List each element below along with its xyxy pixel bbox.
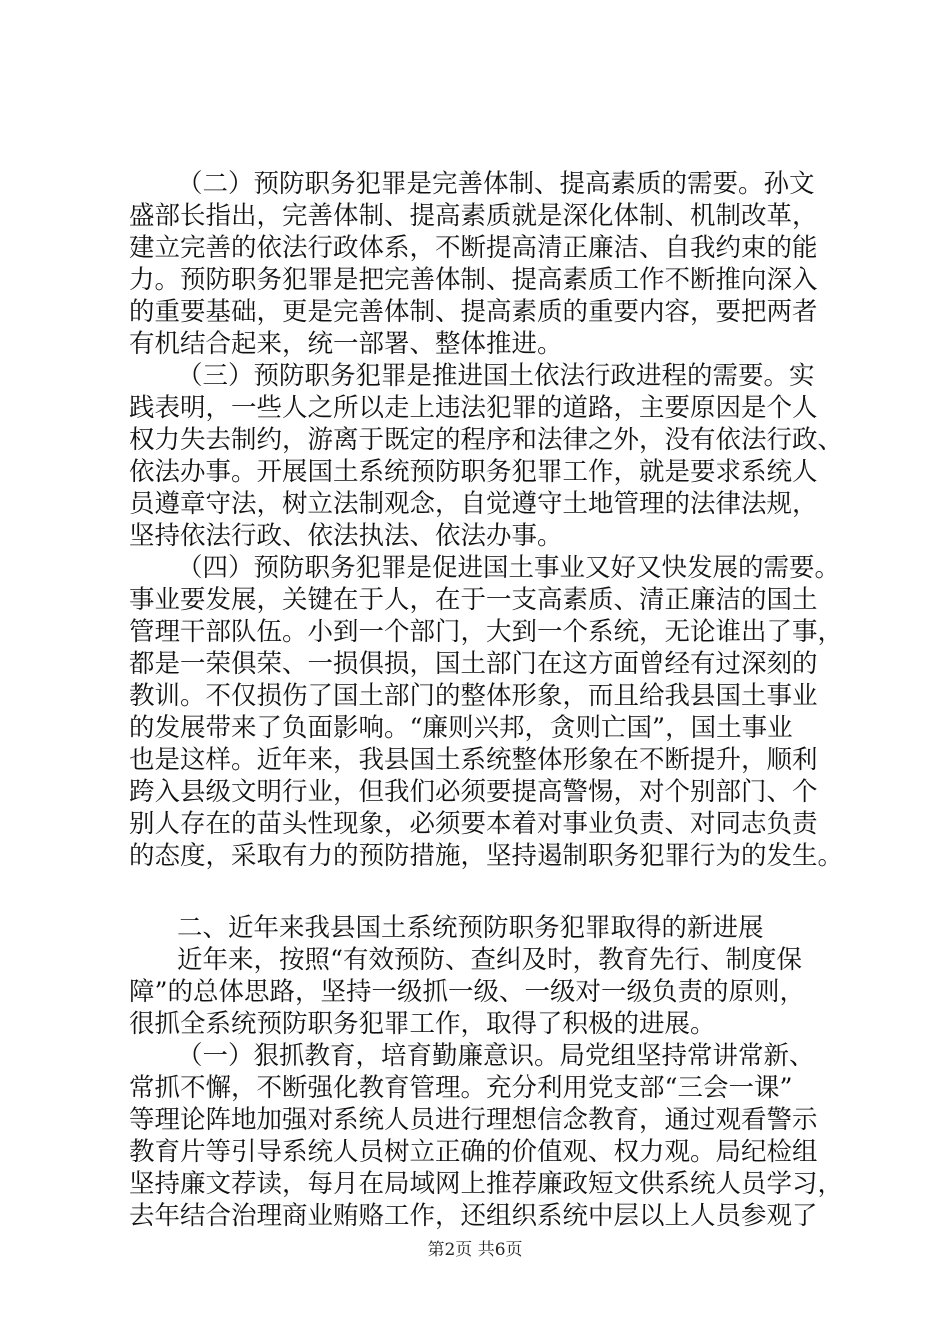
paragraph-6 [129, 1040, 844, 1232]
text-line: （三）预防职务犯罪是推进国土依法行政进程的需要。实 [177, 361, 815, 391]
text-line: 都是一荣俱荣、一损俱损，国土部门在这方面曾经有过深刻的 [129, 649, 818, 679]
text-line: 管理干部队伍。小到一个部门，大到一个系统，无论谁出了事， [129, 617, 844, 647]
text-line: 的态度，采取有力的预防措施，坚持遏制职务犯罪行为的发生。 [129, 841, 844, 871]
text-line: 常抓不懈，不断强化教育管理。充分利用党支部“三会一课” [129, 1073, 793, 1103]
text-line: （二）预防职务犯罪是完善体制、提高素质的需要。孙文 [177, 169, 815, 199]
text-line: 别人存在的苗头性现象，必须要本着对事业负责、对同志负责 [129, 809, 818, 839]
paragraph-4 [129, 552, 844, 872]
text-line: 盛部长指出，完善体制、提高素质就是深化体制、机制改革， [129, 201, 818, 231]
text-line: 教训。不仅损伤了国土部门的整体形象，而且给我县国土事业 [129, 681, 818, 711]
text-line: 员遵章守法，树立法制观念，自觉遵守土地管理的法律法规， [129, 489, 818, 519]
page-number-footer: 第2页 共6页 [427, 1240, 523, 1260]
text-line: （四）预防职务犯罪是促进国土事业又好又快发展的需要。 [177, 553, 841, 583]
text-line: 也是这样。近年来，我县国土系统整体形象在不断提升，顺利 [129, 745, 818, 775]
paragraph-2 [129, 168, 829, 360]
section-heading: 二、近年来我县国土系统预防职务犯罪取得的新进展 [177, 913, 764, 943]
text-line: （一）狠抓教育，培育勤廉意识。局党组坚持常讲常新、 [177, 1041, 815, 1071]
text-line: 依法办事。开展国土系统预防职务犯罪工作，就是要求系统人 [129, 457, 818, 487]
paragraph-spacer [129, 872, 829, 912]
paragraph-5 [129, 944, 829, 1040]
text-line: 坚持依法行政、依法执法、依法办事。 [129, 521, 563, 551]
text-line: 坚持廉文荐读，每月在局域网上推荐廉政短文供系统人员学习， [129, 1169, 844, 1199]
text-line: 的重要基础，更是完善体制、提高素质的重要内容，要把两者 [129, 297, 818, 327]
text-line: 去年结合治理商业贿赂工作，还组织系统中层以上人员参观了 [129, 1201, 818, 1231]
document-body [129, 168, 844, 1232]
text-line: 力。预防职务犯罪是把完善体制、提高素质工作不断推向深入 [129, 265, 818, 295]
text-line: 建立完善的依法行政体系，不断提高清正廉洁、自我约束的能 [129, 233, 818, 263]
text-line: 的发展带来了负面影响。“廉则兴邦，贪则亡国”，国土事业 [129, 713, 793, 743]
text-line: 跨入县级文明行业，但我们必须要提高警惕，对个别部门、个 [129, 777, 818, 807]
text-line: 有机结合起来，统一部署、整体推进。 [129, 329, 563, 359]
text-line: 事业要发展，关键在于人，在于一支高素质、清正廉洁的国土 [129, 585, 818, 615]
paragraph-3 [129, 360, 844, 552]
text-line: 践表明，一些人之所以走上违法犯罪的道路，主要原因是个人 [129, 393, 818, 423]
text-line: 教育片等引导系统人员树立正确的价值观、权力观。局纪检组 [129, 1137, 818, 1167]
text-line: 障”的总体思路，坚持一级抓一级、一级对一级负责的原则， [129, 977, 806, 1007]
text-line: 近年来，按照“有效预防、查纠及时，教育先行、制度保 [177, 945, 803, 975]
text-line: 权力失去制约，游离于既定的程序和法律之外，没有依法行政、 [129, 425, 844, 455]
text-line: 很抓全系统预防职务犯罪工作，取得了积极的进展。 [129, 1009, 716, 1039]
text-line: 等理论阵地加强对系统人员进行理想信念教育，通过观看警示 [129, 1105, 818, 1135]
